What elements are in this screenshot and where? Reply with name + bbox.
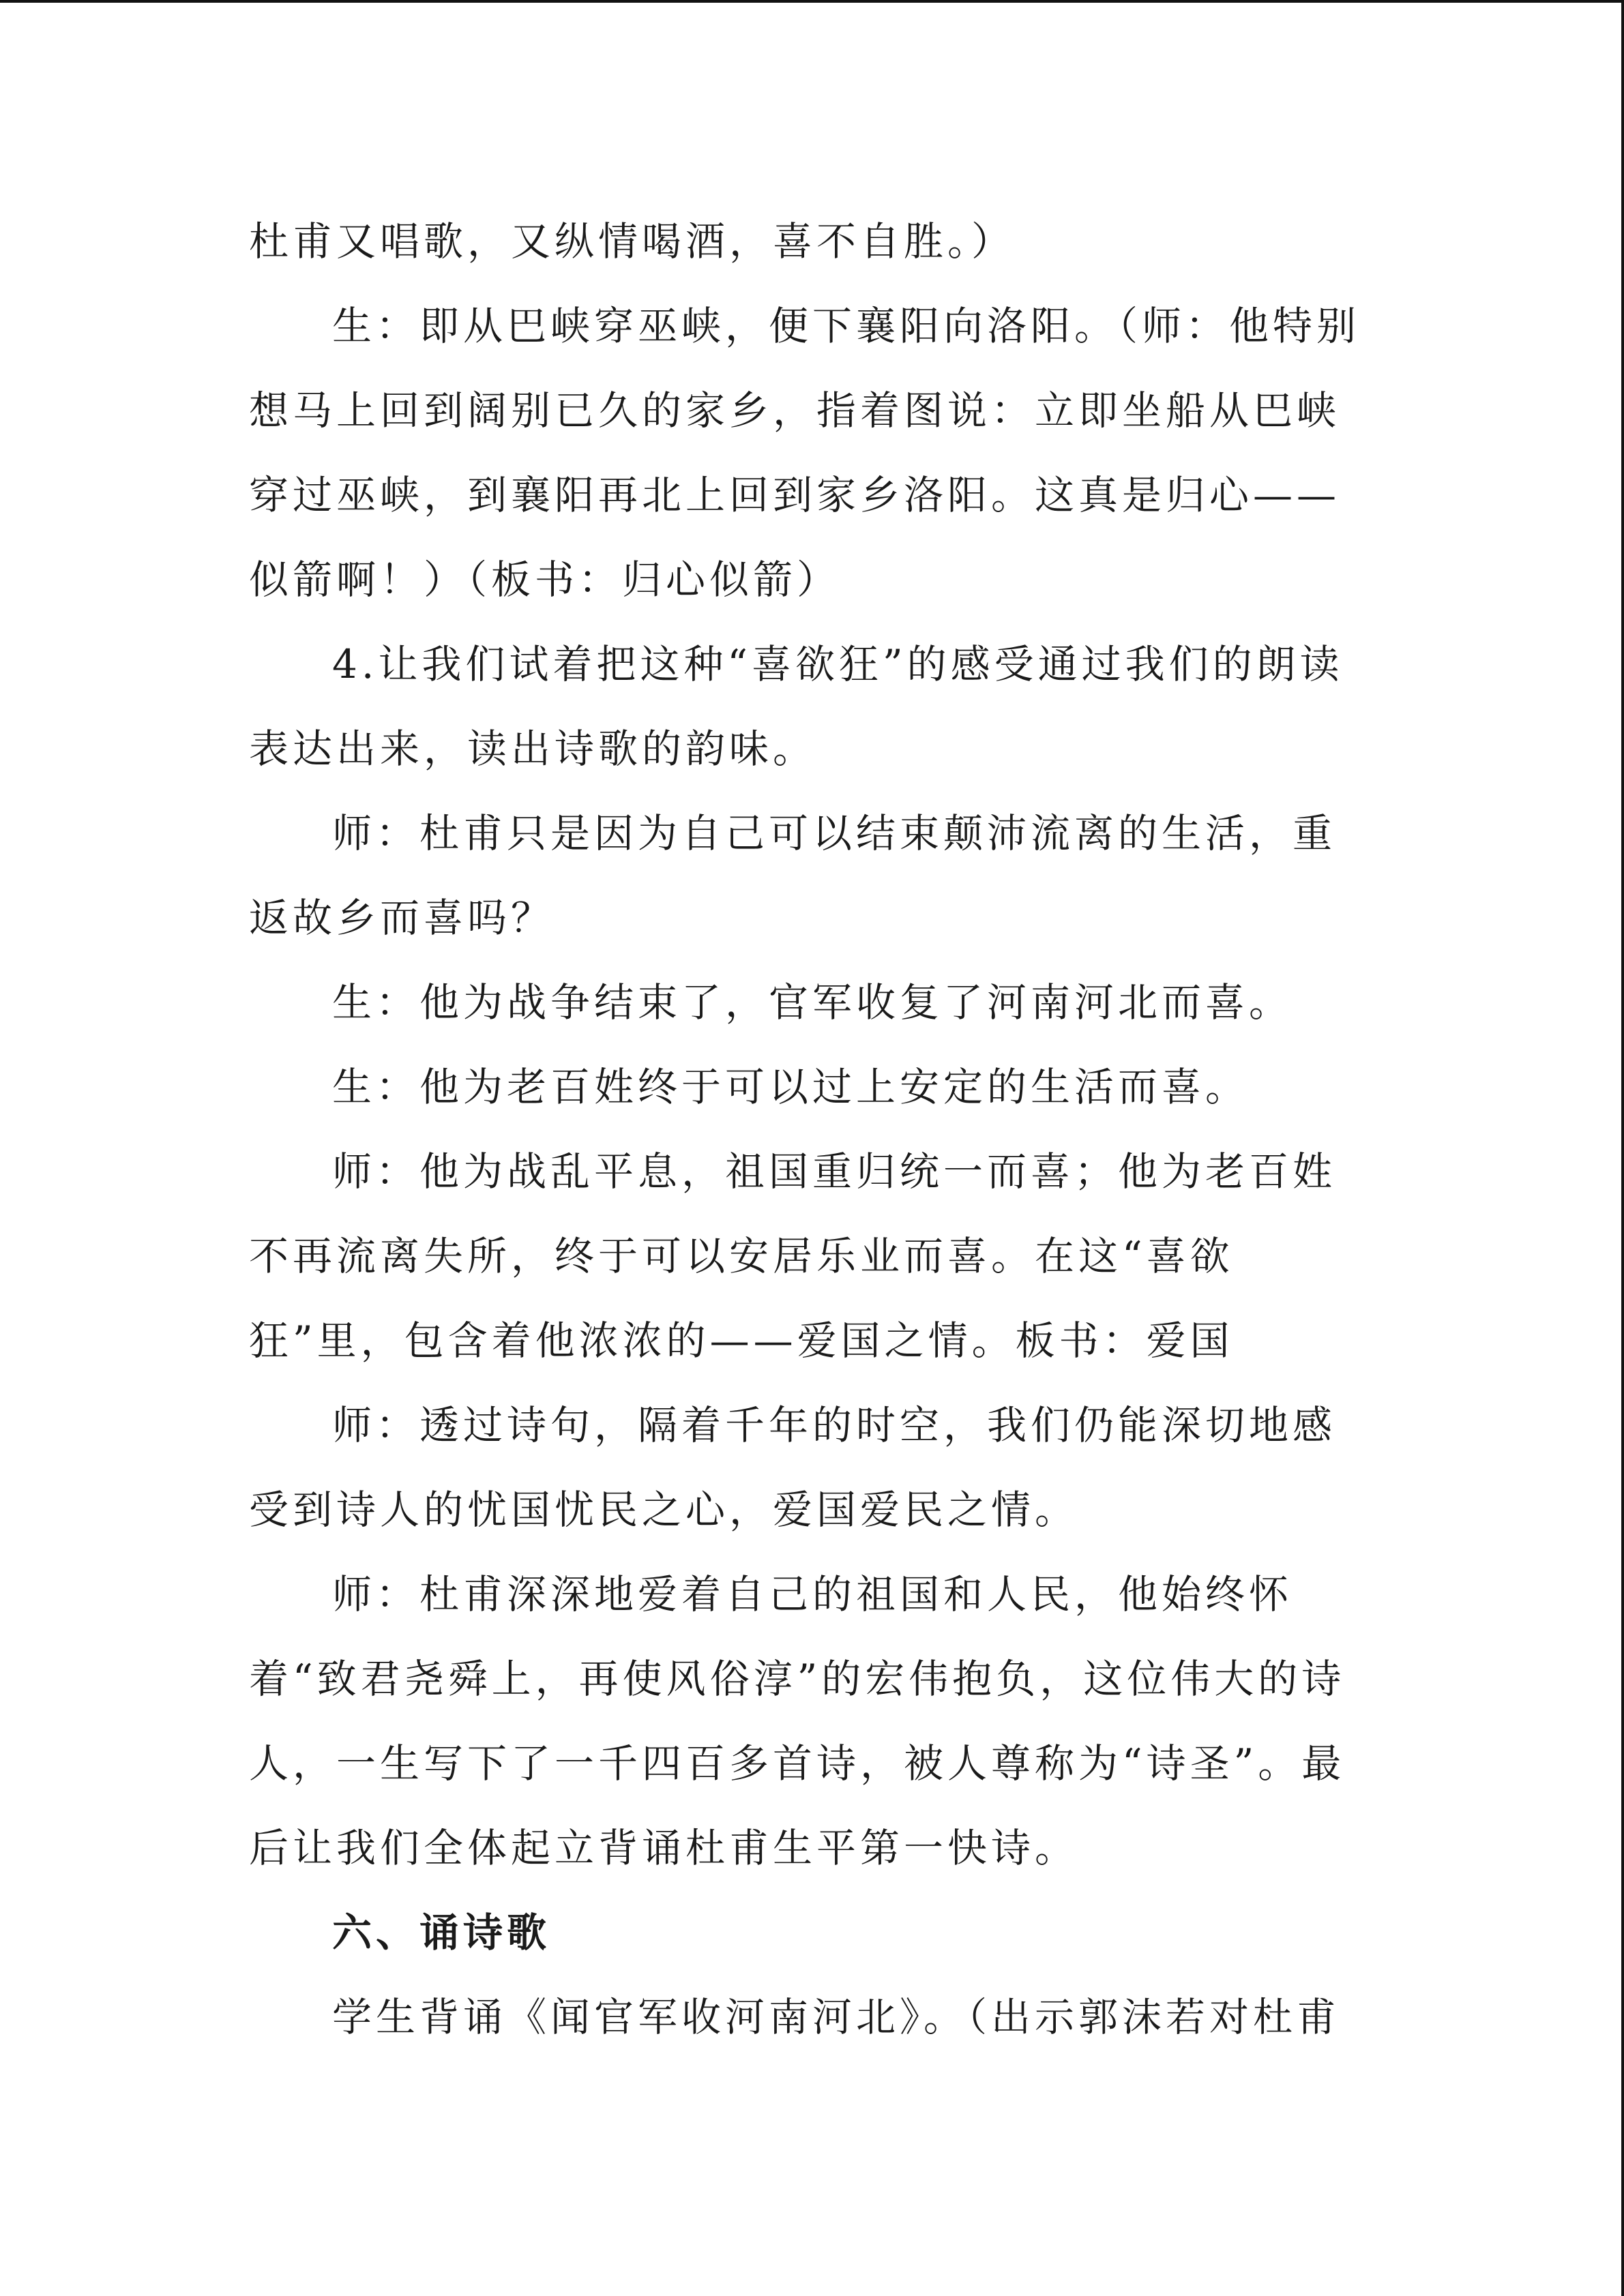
paragraph-student-answer-war: 生：他为战争结束了，官军收复了河南河北而喜。 <box>332 979 1293 1026</box>
paragraph-teacher-reflection: 师：透过诗句，隔着千年的时空，我们仍能深切地感受到诗人的忧国忧民之心，爱国爱民之情。 <box>249 1402 1337 1533</box>
paragraph-teacher-summary: 师：杜甫深深地爱着自己的祖国和人民，他始终怀着“致君尧舜上，再使风俗淳”的宏伟抱负，这位伟大的诗人，一生写下了一千四百多首诗，被人尊称为“诗圣”。最后让我们全体起立背诵杜甫生平第一快诗。 <box>249 1571 1346 1871</box>
paragraph-teacher-question: 师：杜甫只是因为自己可以结束颠沛流离的生活，重返故乡而喜吗？ <box>249 810 1337 941</box>
paragraph-continuation: 杜甫又唱歌，又纵情喝酒，喜不自胜。） <box>249 218 1016 265</box>
section-heading-recite: 六、诵诗歌 <box>332 1909 551 1956</box>
paragraph-student-answer-people: 生：他为老百姓终于可以过上安定的生活而喜。 <box>332 1064 1250 1110</box>
page-border-top <box>0 0 1624 3</box>
paragraph-teacher-patriotism: 师：他为战乱平息，祖国重归统一而喜；他为老百姓不再流离失所，终于可以安居乐业而喜。在这“喜欲狂”里，包含着他浓浓的——爱国之情。板书：爱国 <box>249 1148 1337 1364</box>
paragraph-student-answer-journey: 生：即从巴峡穿巫峡，便下襄阳向洛阳。（师：他特别想马上回到阔别已久的家乡，指着图说：立即坐船从巴峡穿过巫峡，到襄阳再北上回到家乡洛阳。这真是归心——似箭啊！）（板书：归心似箭） <box>249 303 1361 603</box>
paragraph-student-recite: 学生背诵《闻官军收河南河北》。（出示郭沫若对杜甫 <box>332 1994 1341 2040</box>
paragraph-step-4-reading: 4.让我们试着把这种“喜欲狂”的感受通过我们的朗读表达出来，读出诗歌的韵味。 <box>249 641 1344 772</box>
document-page <box>249 199 1364 2059</box>
page-border-right <box>1621 0 1624 2296</box>
